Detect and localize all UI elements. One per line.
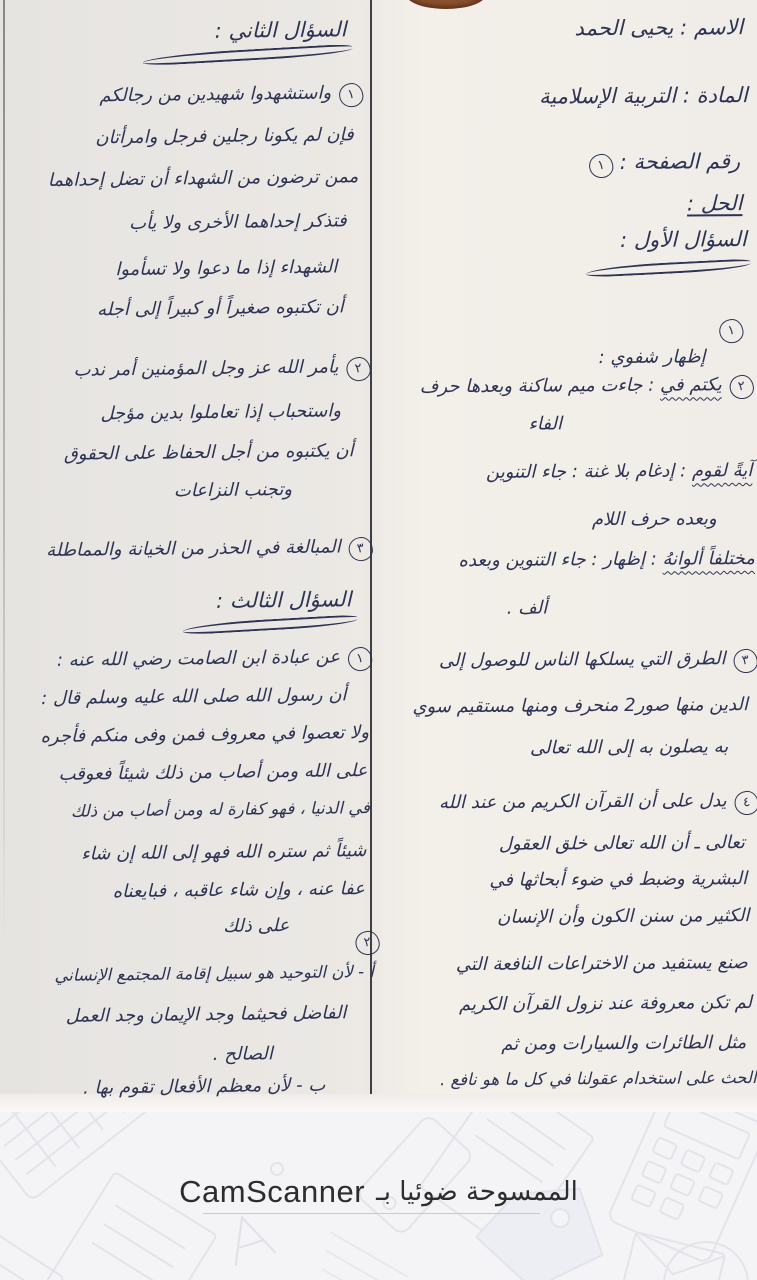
answer-text: يأمر الله عز وجل المؤمنين أمر ندب xyxy=(73,356,339,381)
subject-line: المادة : التربية الإسلامية xyxy=(538,83,748,109)
answer-text: المبالغة في الحذر من الخيانة والمماطلة xyxy=(46,536,341,561)
answer-line: تعالى ـ أن الله تعالى خلق العقول xyxy=(498,832,745,855)
camscanner-watermark xyxy=(0,1170,757,1214)
answer-line: الصالح . xyxy=(212,1043,273,1065)
answer-line: لم تكن معروفة عند نزول القرآن الكريم xyxy=(458,992,753,1016)
item-number: ٤ xyxy=(733,789,757,817)
answer-line: أن يكتبوه من أجل الحفاظ على الحقوق xyxy=(63,440,354,465)
answer-line xyxy=(420,374,754,401)
tajweed-word: يكتم في xyxy=(659,374,722,396)
answer-line: على الله ومن أصاب من ذلك شيئاً فعوقب xyxy=(58,760,368,785)
answer-line: الحث على استخدام عقولنا في كل ما هو نافع . xyxy=(439,1068,757,1090)
solution-label: الحل : xyxy=(686,191,743,216)
camscanner-footer xyxy=(0,1112,757,1280)
item-number: ٣ xyxy=(347,535,375,563)
answer-text: عن عبادة ابن الصامت رضي الله عنه : xyxy=(56,646,341,671)
answer-text: : جاءت ميم ساكنة وبعدها حرف xyxy=(419,374,661,398)
item-number: ٢ xyxy=(728,373,756,401)
watermark-text-arabic: الممسوحة ضوئيا بـ xyxy=(376,1177,578,1207)
answer-line: أن رسول الله صلى الله عليه وسلم قال : xyxy=(41,684,347,710)
answer-line: على ذلك xyxy=(223,915,290,937)
answer-line xyxy=(46,536,373,565)
answer-item-marker xyxy=(711,318,743,343)
item-number: ١ xyxy=(337,82,365,110)
page-number-value: ١ xyxy=(587,152,615,180)
answer-line: البشرية وضبط في ضوء أبحاثها في xyxy=(489,868,748,891)
answer-line: صنع يستفيد من الاختراعات النافعة التي xyxy=(455,952,748,976)
question1-heading: السؤال الأول : xyxy=(620,227,747,252)
answer-line: وتجنب النزاعات xyxy=(173,478,293,502)
page-number-line xyxy=(581,148,740,178)
page-number-label: رقم الصفحة : xyxy=(619,149,741,174)
answer-line xyxy=(99,82,363,110)
answer-item-marker xyxy=(347,930,379,956)
question2-heading: السؤال الثاني : xyxy=(214,17,347,43)
answer-line: واستحباب إذا تعاملوا بدين مؤجل xyxy=(100,400,342,425)
item-number: ٣ xyxy=(732,647,757,675)
answer-line: ب - لأن معظم الأفعال تقوم بها . xyxy=(82,1074,326,1099)
answer-line xyxy=(486,460,752,484)
tajweed-word: مختلفاً ألوانهُ xyxy=(662,548,755,570)
answer-line: شيئاً ثم ستره الله فهو إلى الله إن شاء xyxy=(81,840,367,865)
answer-line: الكثير من سنن الكون وأن الإنسان xyxy=(497,905,750,928)
answer-line: به يصلون به إلى الله تعالى xyxy=(529,736,729,759)
camscanner-brand: CamScanner xyxy=(179,1174,366,1209)
answer-line: في الدنيا ، فهو كفارة له ومن أصاب من ذلك xyxy=(70,798,370,821)
question3-heading-underline xyxy=(182,614,357,635)
answer-line: ولا تعصوا في معروف فمن وفى منكم فأجره xyxy=(40,722,370,748)
question2-heading-underline xyxy=(143,44,353,67)
answer-line: الفاضل فحيثما وجد الإيمان وجد العمل xyxy=(65,1002,347,1027)
answer-line: مثل الطائرات والسيارات ومن ثم xyxy=(501,1032,747,1055)
answer-text: : إدغام بلا غنة : جاء التنوين xyxy=(485,460,692,483)
answer-text: الطرق التي يسلكها الناس للوصول إلى xyxy=(438,648,726,672)
answer-line: أن تكتبوه صغيراً أو كبيراً إلى أجله xyxy=(96,296,344,321)
answer-line: ألف . xyxy=(506,597,548,619)
answer-line xyxy=(458,548,755,573)
answer-line xyxy=(439,648,757,675)
answer-line: أ - لأن التوحيد هو سبيل إقامة المجتمع الإنساني xyxy=(54,962,374,985)
answer-line: الشهداء إذا ما دعوا ولا تسأموا xyxy=(115,256,338,281)
answer-line xyxy=(57,646,372,675)
tajweed-word: آيةً لقوم xyxy=(691,460,753,482)
item-number: ٢ xyxy=(345,355,373,383)
answer-line xyxy=(73,356,370,385)
answer-line: وبعده حرف اللام xyxy=(591,508,717,531)
item-number: ١ xyxy=(718,318,746,346)
left-page xyxy=(0,0,384,1116)
answer-line: عفا عنه ، وإن شاء عاقبه ، فبايعناه xyxy=(112,878,365,903)
right-page xyxy=(374,0,757,1115)
answer-line: الدين منها صور2 منحرف ومنها مستقيم سوي xyxy=(412,694,748,718)
answer-line: ممن ترضون من الشهداء أن تضل إحداهما xyxy=(47,166,359,191)
item-number: ٢ xyxy=(354,929,382,957)
answer-line: إظهار شفوي : xyxy=(598,346,706,369)
question1-heading-underline xyxy=(586,258,751,277)
answer-line: الفاء xyxy=(528,413,563,435)
watermark-underline xyxy=(203,1213,540,1214)
answer-line: فتذكر إحداهما الأخرى ولا يأب xyxy=(128,210,347,234)
answer-text: واستشهدوا شهيدين من رجالكم xyxy=(99,82,332,107)
answer-line xyxy=(439,790,757,817)
item-number: ١ xyxy=(346,645,374,673)
student-name-line: الاسم : يحيى الحمد xyxy=(574,15,744,41)
answer-text: يدل على أن القرآن الكريم من عند الله xyxy=(438,790,727,814)
answer-line: فإن لم يكونا رجلين فرجل وامرأتان xyxy=(95,124,354,149)
answer-text: : إظهار : جاء التنوين وبعده xyxy=(458,548,663,572)
question3-heading: السؤال الثالث : xyxy=(215,587,352,613)
